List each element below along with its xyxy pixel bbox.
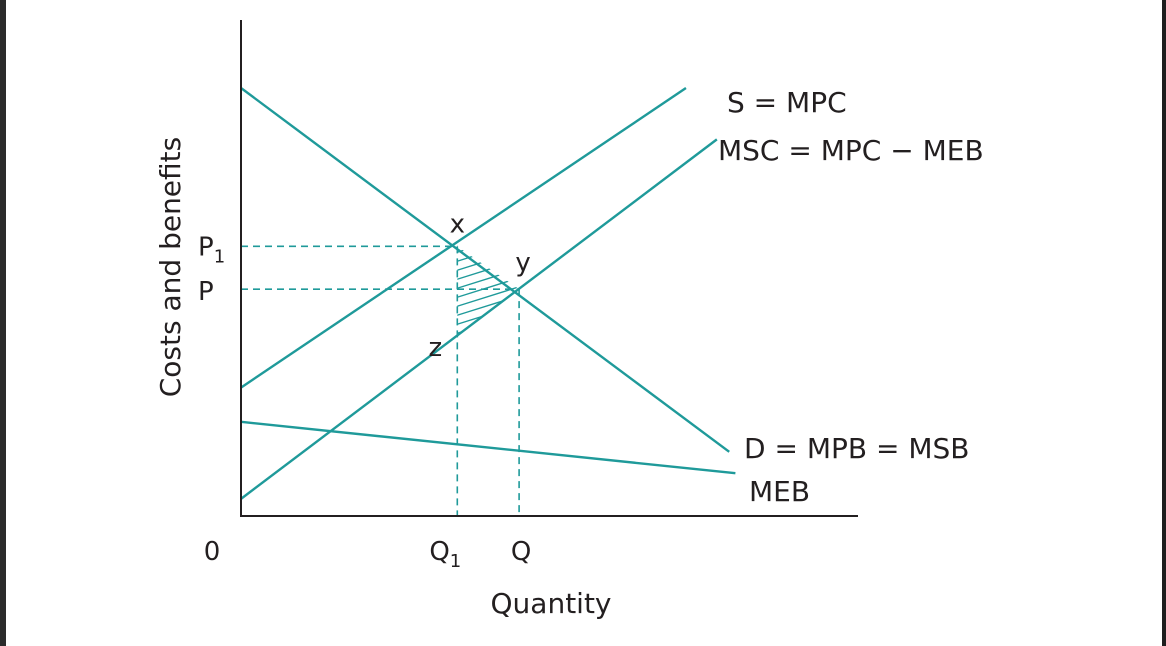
y-axis-label: Costs and benefits — [154, 136, 187, 398]
curve-label-d-mpb-msb: D = MPB = MSB — [744, 432, 970, 465]
curve-msc-mpc-meb — [241, 139, 717, 499]
y-tick-label — [198, 277, 214, 307]
y-tick-label — [198, 232, 225, 267]
x-tick-main: Q — [429, 537, 450, 567]
hatch-line — [447, 170, 517, 192]
x-tick-main: Q — [510, 537, 532, 567]
curve-d-mpb-msb — [241, 88, 729, 452]
y-tick-sub: 1 — [213, 246, 226, 268]
curve-label-meb: MEB — [749, 475, 811, 508]
hatch-line — [447, 161, 517, 183]
curve-meb — [241, 422, 735, 473]
point-label-z: z — [428, 333, 443, 364]
guide-lines — [241, 246, 519, 516]
curve-label-s-mpc: S = MPC — [727, 86, 847, 119]
y-tick-main: P — [198, 232, 214, 263]
point-label-y: y — [515, 248, 531, 279]
x-tick-label — [511, 537, 531, 567]
x-tick-sub: 1 — [449, 551, 462, 572]
hatch-line — [447, 143, 517, 165]
hatch-line — [447, 134, 517, 156]
point-label-x: x — [449, 209, 465, 240]
hatch-line — [447, 179, 517, 201]
origin-label: 0 — [203, 537, 221, 567]
y-tick-main: P — [198, 277, 214, 308]
curves — [241, 88, 735, 499]
hatch-line — [447, 152, 517, 174]
hatch-line — [447, 188, 517, 210]
x-axis-label: Quantity — [490, 587, 612, 620]
curve-label-msc-mpc-meb: MSC = MPC − MEB — [718, 134, 984, 167]
x-tick-label — [429, 537, 461, 572]
